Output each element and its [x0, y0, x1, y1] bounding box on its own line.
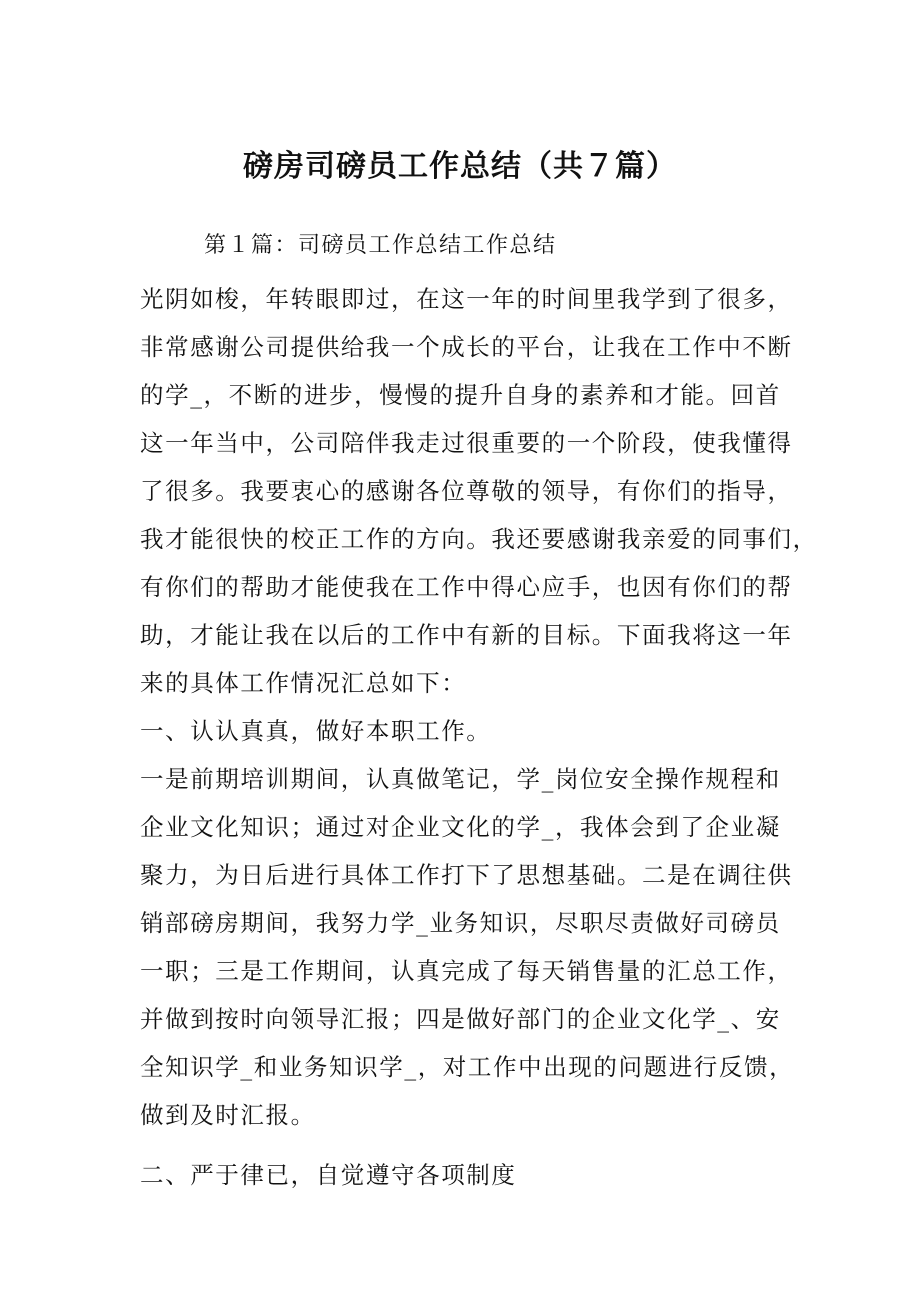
- paragraph-line: 了很多。我要衷心的感谢各位尊敬的领导，有你们的指导，: [140, 477, 793, 505]
- paragraph-line: 做到及时汇报。: [140, 1101, 316, 1129]
- paragraph-line: 光阴如梭，年转眼即过，在这一年的时间里我学到了很多，: [140, 285, 793, 313]
- paragraph-line: 全知识学_和业务知识学_，对工作中出现的问题进行反馈，: [140, 1053, 795, 1081]
- paragraph-line: 销部磅房期间，我努力学_业务知识，尽职尽责做好司磅员: [140, 909, 781, 937]
- paragraph-line: 这一年当中，公司陪伴我走过很重要的一个阶段，使我懂得: [140, 429, 793, 457]
- paragraph-line: 企业文化知识；通过对企业文化的学_，我体会到了企业凝: [140, 813, 781, 841]
- paragraph-line: 聚力，为日后进行具体工作打下了思想基础。二是在调往供: [140, 861, 793, 889]
- paragraph-line: 助，才能让我在以后的工作中有新的目标。下面我将这一年: [140, 621, 793, 649]
- section-heading: 二、严于律已，自觉遵守各项制度: [140, 1161, 517, 1189]
- document-subtitle: 第１篇：司磅员工作总结工作总结: [204, 233, 557, 258]
- paragraph-line: 非常感谢公司提供给我一个成长的平台，让我在工作中不断: [140, 333, 793, 361]
- paragraph-line: 一职；三是工作期间，认真完成了每天销售量的汇总工作，: [140, 957, 793, 985]
- paragraph-line: 有你们的帮助才能使我在工作中得心应手，也因有你们的帮: [140, 573, 793, 601]
- paragraph-line: 来的具体工作情况汇总如下：: [140, 669, 467, 697]
- paragraph-line: 的学_，不断的进步，慢慢的提升自身的素养和才能。回首: [140, 381, 781, 409]
- document-title: 磅房司磅员工作总结（共７篇）: [243, 149, 677, 184]
- paragraph-line: 一是前期培训期间，认真做笔记，学_岗位安全操作规程和: [140, 765, 781, 793]
- paragraph-line: 并做到按时向领导汇报；四是做好部门的企业文化学_、安: [140, 1005, 781, 1033]
- spacer: [140, 1139, 790, 1151]
- document-body: [140, 275, 818, 1199]
- section-heading: 一、认认真真，做好本职工作。: [140, 717, 492, 745]
- paragraph-line: 我才能很快的校正工作的方向。我还要感谢我亲爱的同事们，: [140, 525, 818, 553]
